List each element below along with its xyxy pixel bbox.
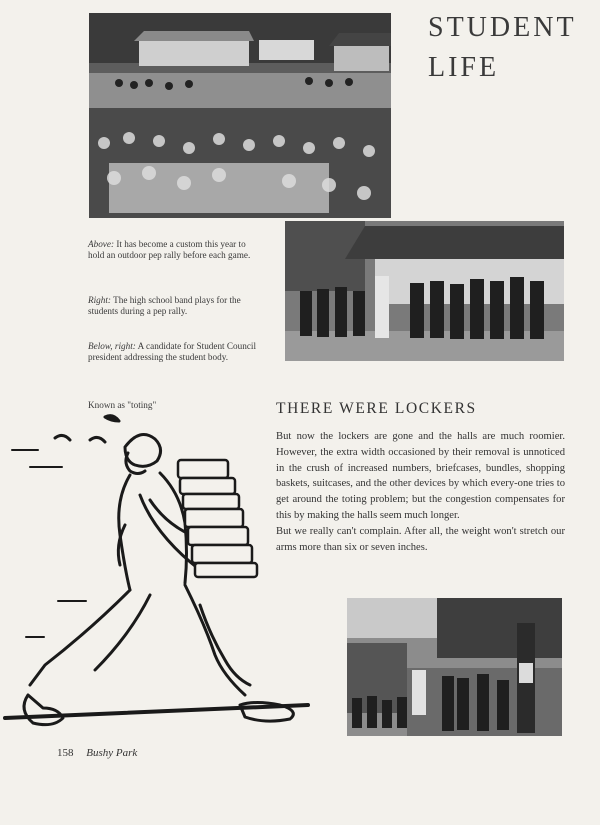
- page-title-line-2: LIFE: [428, 52, 500, 83]
- page-title-line-1: STUDENT: [428, 12, 577, 43]
- pep-rally-photo: [89, 13, 391, 218]
- page-footer: [57, 747, 137, 759]
- caption-below-right-label: Below, right:: [88, 341, 136, 351]
- caption-above-label: Above:: [88, 239, 115, 249]
- caption-right: [88, 295, 258, 316]
- article-paragraph-2: But we really can't complain. After all, the weight won't stretch our arms more than six or seven inches.: [276, 525, 565, 553]
- caption-above: [88, 239, 258, 260]
- caption-below-right-text: A candidate for Student Council president addressing the student body.: [88, 341, 257, 362]
- caption-right-text: The high school band plays for the students during a pep rally.: [88, 295, 241, 316]
- toting-cartoon-illustration: [0, 405, 320, 745]
- page-title: [428, 8, 577, 88]
- page-number: 158: [57, 747, 74, 759]
- student-council-candidate-photo: [347, 598, 562, 736]
- article-body: [276, 429, 565, 555]
- article-heading: THERE WERE LOCKERS: [276, 400, 477, 417]
- drawing-caption: Known as "toting": [88, 400, 157, 410]
- article-paragraph-1: But now the lockers are gone and the halls are much roomier. However, the extra width occasioned by their removal is unnoticed in the crush of increased numbers, briefcases, bundles, shopping baskets, suitcases, and the other devices by which every-one tries to get around the toting problem; but the congestion compensates for this by making the halls seem much longer.: [276, 431, 565, 521]
- band-photo: [285, 221, 564, 361]
- caption-right-label: Right:: [88, 295, 111, 305]
- caption-below-right: [88, 341, 258, 362]
- publication-name: Bushy Park: [86, 747, 138, 759]
- caption-above-text: It has become a custom this year to hold an outdoor pep rally before each game.: [88, 239, 251, 260]
